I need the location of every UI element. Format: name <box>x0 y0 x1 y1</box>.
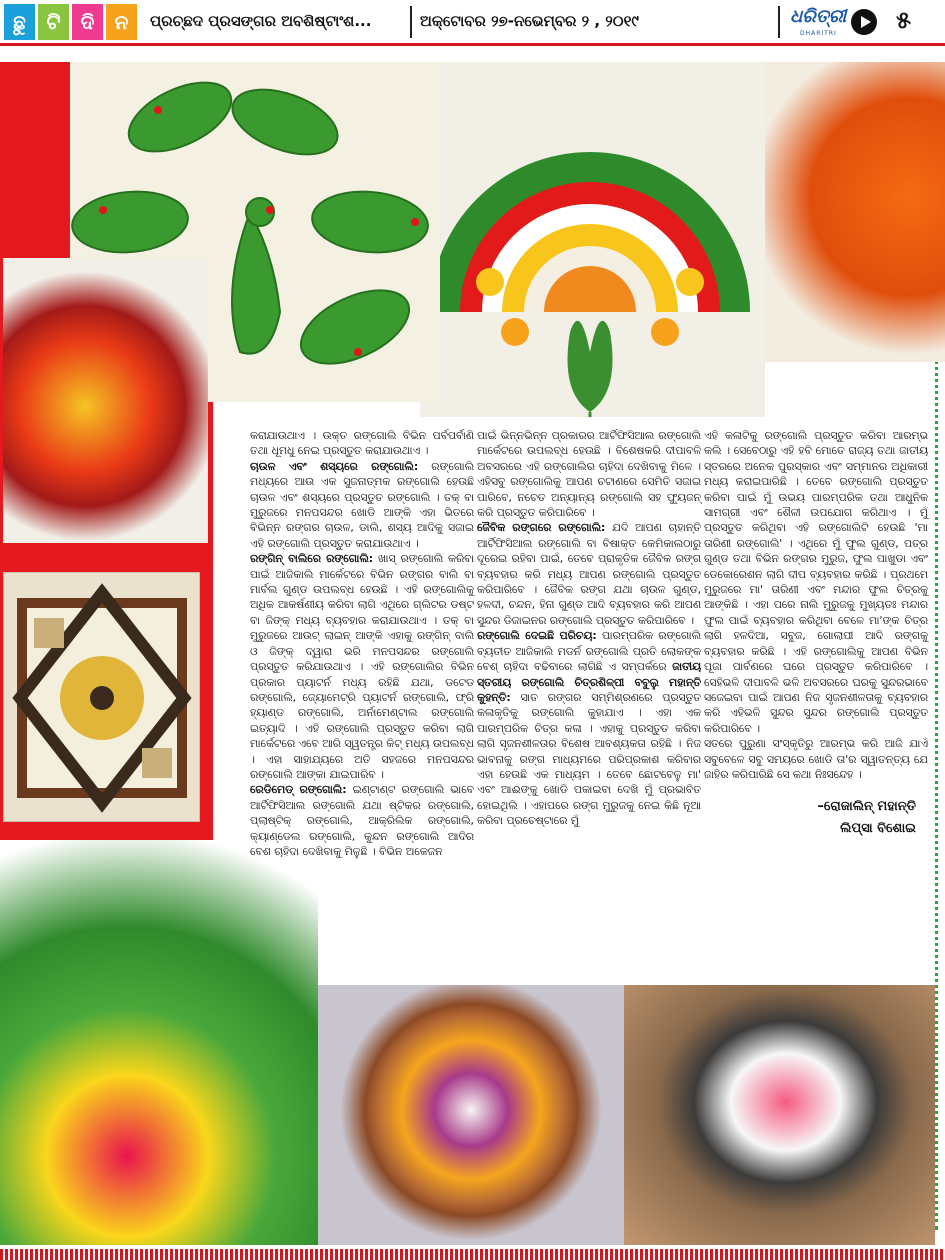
article-text: ପାଇଁ ଭିନ୍ନଭିନ୍ନ ପ୍ରକାରର ଆର୍ଟିଫିସିଆଲ ରଙ୍ଗୋଲି ମାର୍କେଟରେ ଉପଲବ୍ଧ ହେଉଛି । ବିଶେଷକରି ଦୀପାବଳି ଅବସରରେ ଏହି ରଙ୍ଗୋଲିର ଚାହିଦା ଦେଖିବାକୁ ମିଳେ । ଏହିସବୁ ରଙ୍ଗୋଲିକୁ ଆପଣ ଚଟାଣରେ ସେମିତି ସଜାଇ ପାରିବେ, ନଚେତ ଅନ୍ୟାନ୍ୟ ରଙ୍ଗୋଲି ସହ ଫ୍ୟୁଜନ୍ କରି ପ୍ରସ୍ତୁତ କରିପାରିବେ । <box>477 429 701 520</box>
author-name: ଲିପ୍ସା ବିଶୋଇ <box>840 821 916 837</box>
section-letter-block: ନ <box>106 4 137 40</box>
grain-rangoli-photo <box>3 572 200 822</box>
subheading-organic-color: ଜୈବିକ ରଙ୍ଗରେ ରଙ୍ଗୋଲି: <box>477 521 606 535</box>
play-icon <box>851 9 877 35</box>
header-divider <box>410 6 412 38</box>
byline <box>704 796 928 840</box>
article-column-1 <box>250 428 474 859</box>
article-text: କରାଯାଉଥାଏ । ଉକ୍ତ ରଙ୍ଗୋଲି ବିଭିନ ପର୍ବପର୍ବାଣି ତଥା ଧୂମଧୁ ନେଇ ପ୍ରସ୍ତୁତ କରାଯାଉଥାଏ । <box>250 429 474 458</box>
article-text: ଖାସ୍ ରଙ୍ଗୋଲି କରିବା ପାଇଁ ଆଜିକାଲି ମାର୍କେଟରେ ବିଭିନ ରଙ୍ଗର ବାଲି ବା ମାର୍ବଲ ଗୁଣ୍ଡ ଉପଲବ୍ଧ ହେଉଛି । ଏହି ରଙ୍ଗୋଲିକୁ ଅଧିକ ଆକର୍ଷଣୀୟ କରିବା ଲାଗି ଏଥିରେ ଗ୍ଲିଟର ଡଷ୍ଟ ବା ଜିଙ୍କ୍ ମଧ୍ୟ ବ୍ୟବହାର କରାଯାଉଥାଏ । ତକ୍ ବା ମୁରୁଜରେ ଆଉଟ୍ ଲାଇନ୍ ଆଙ୍କି ଏହାକୁ ରଙ୍ଗିନ୍ ବାଲି ଓ ଜିଙ୍କ୍ ଦ୍ୱାରା ଭରି ମନପସନ୍ଦର ରଙ୍ଗୋଲି ପ୍ରସ୍ତୁତ କରିଯାଉଥାଏ । ଏହି ରଙ୍ଗୋଲିର ବିଭିନ ପ୍ରକାର ପ୍ୟାଟର୍ନ ମଧ୍ୟ ରହିଛି ଯଥା, ଡଟେଡ ରଙ୍ଗୋଲି, ଜ୍ୟୋମେଟ୍ରି ପ୍ୟାଟର୍ନ ରଙ୍ଗୋଲି, ଫ୍ରି ହ୍ୟାଣ୍ଡ ରଙ୍ଗୋଲି, ଅର୍ନାମେଣ୍ଟାଲ ରଙ୍ଗୋଲି ଇତ୍ୟାଦି । ଏହି ରଙ୍ଗୋଲି ପ୍ରସ୍ତୁତ କରିବା ଲାଗି ମାର୍କେଟରେ ଏବେ ଆରି ସ୍ୱତନ୍ତ୍ର କିଟ୍ ମଧ୍ୟ ଉପଲବ୍ଧ । ଏହା ସାହାଯ୍ୟରେ ଅତି ସହଜରେ ମନପସନ୍ଦର ରଙ୍ଗୋଲି ଆଙ୍କା ଯାଇପାରିବ । <box>250 552 474 781</box>
page-header <box>0 0 945 46</box>
article-text: ରଙ୍ଗୋଲି ମଧ୍ୟରେ ଆଉ ଏକ ସୁଜନାତ୍ମକ ରଙ୍ଗୋଲି ହେଉଛି ଚାଉଳ ଏବଂ ଶସ୍ୟରେ ପ୍ରସ୍ତୁତ ରଙ୍ଗୋଲି । ତକ୍ ବା ମୁରୁଜରେ ମନପସନ୍ଦର ଖୋଡି ଆଙ୍କି ଏହା ଭିତରେ ବିଭିନ୍ନ ରଙ୍ଗର ଚାଉଳ, ଡାଲି, ଶସ୍ୟ ଆଦିକୁ ସଜାଇ ଏହି ରଙ୍ଗୋଲି ପ୍ରସ୍ତୁତ କରାଯାଉଥାଏ । <box>250 459 474 550</box>
dotted-border <box>935 360 938 1230</box>
subheading-colored-sand: ରଙ୍ଗିନ୍ ବାଲିରେ ରଙ୍ଗୋଲି: <box>250 552 374 566</box>
section-letter-block: ଛୁ <box>4 4 35 40</box>
article-text: ସତରେ ପୁରୁଣା ସଂସ୍କୃତିରୁ ଆରମ୍ଭ କରି ଆଜି ଯାଏଁ ସବୁବେଳେ ସବୁ ସମୟରେ ଖୋଡି ତା'ର ସ୍ୱାତନ୍ତ୍ୟ ଯେ ଜାହିର କରିପାରିଛି ସେ କଥା ନିଃସନ୍ଦେହ । <box>704 737 928 781</box>
article-text: ଇଣ୍ଟାଣ୍ଟ ରଙ୍ଗୋଲି ଭାବେ ଆର୍ଟିଫିସିଆଲ ରଙ୍ଗୋଲି ଯଥା ଷ୍ଟିକର ରଙ୍ଗୋଲି, ପ୍ଲାଷ୍ଟିକ୍ ରଙ୍ଗୋଲି, ଆକ୍ରିଲିକ ରଙ୍ଗୋଲି, କ୍ୟାଣ୍ଡେଲ ରଙ୍ଗୋଲି, କୁନ୍ଦନ ରଙ୍ଗୋଲି ଆଦିର ବେଶ ଚାହିଦା ଦେଖିବାକୁ ମିଳୁଛି । ବିଭିନ ଅକେଜନ <box>250 783 474 858</box>
article-text: ପାରମ୍ପରିକ ରଙ୍ଗୋଲି ବ୍ୟତୀତ ଆଜିକାଲି ମଡର୍ନ ରଙ୍ଗୋଲି ପ୍ରତି ଲୋକଙ୍କ ବେଶ୍ ଚାହିଦା ବଢିବାରେ ଲାଗିଛି ଏ ସମ୍ପର୍କରେ <box>477 629 701 674</box>
subheading-identity: ରଙ୍ଗୋଲି ଦେଇଛି ପରିଚୟ: <box>477 629 597 643</box>
artist-quote-intro: ଜାତୀୟ ସ୍ତରୀୟ ରଙ୍ଗୋଲି ଚିତ୍ରଶିଳ୍ପୀ ବବୁଲୁ ମହାନ୍ତି କୁହନ୍ତି: <box>477 660 701 704</box>
article-column-3 <box>704 428 928 840</box>
page-number: ୫ <box>896 6 911 34</box>
newspaper-logo: ଧରିତ୍ରୀ <box>790 6 847 27</box>
floating-flower-pot-photo <box>318 985 624 1245</box>
newspaper-logo-sub: DHARITRI <box>800 30 837 37</box>
issue-date: ଅକ୍ଟୋବର ୨୭-ନଭେମ୍ବର ୨ , ୨୦୧୯ <box>420 12 639 30</box>
article-column-2 <box>477 428 701 829</box>
subheading-readymade: ରେଡିମେଡ୍ ରଙ୍ଗୋଲି: <box>250 783 347 797</box>
article-text: ସାତ ରଙ୍ଗର ସମ୍ମିଶ୍ରଣରେ ପ୍ରସ୍ତୁତ କଳାକୃତିକୁ ରଙ୍ଗୋଲି କୁହାଯାଏ । ଏହା ଏକ ପାରମ୍ପରିକ ଚିତ୍ର କଳା । ଏହାକୁ ପ୍ରସ୍ତୁତ କରିବା ଲାଗି ସୃଜନଶୀଳତାର ବିଶେଷ ଆବଶ୍ୟକତା ରହିଛି । ନିଜ ଭାବନାକୁ ରଙ୍ଗ ମାଧ୍ୟମରେ ପରିପ୍ରକାଶ କରିବାର ଏହା ହେଉଛି ଏକ ମାଧ୍ୟମ । ତେବେ ଛୋଟବେଳୁ ମା' ଏବଂ ଆଈଙ୍କୁ ଖୋଡି ପକାଇବା ଦେଖି ମୁଁ ପ୍ରଭାବିତ ହୋଇଥିଲି । ଏହାପରେ ରଙ୍ଗ ମୁରୁଜକୁ ନେଇ କିଛି ନୂଆ କରିବା ପ୍ରଚେଷ୍ଟାରେ ମୁଁ <box>477 690 701 828</box>
author-name: –ରୋଜାଲିନ୍ ମହାନ୍ତି <box>817 799 916 815</box>
article-text: ଏହି କଳାଟିକୁ ରଙ୍ଗୋଲି ପ୍ରସ୍ତୁତ କରିବା ଆରମ୍ଭ କଲି । ସେବେଠାରୁ ଏହି ହବି ମୋତେ ରାଜ୍ୟ ତଥା ଜାତୀୟ ସ୍ତରରେ ଅନେକ ପୁରସ୍କାର ଏବଂ ସମ୍ମାନର ଅଧିକାରୀ ମଧ୍ୟ କରାଇପାରିଛି । ତେବେ ରଙ୍ଗୋଲି ପ୍ରସ୍ତୁତ କରିବା ପାଇଁ ମୁଁ ଉଭୟ ପାରମ୍ପରିକ ତଥା ଆଧୁନିକ ସାମଗ୍ରୀ ଏବଂ ଶୈଳୀ ଉପଯୋଗ କରିଥାଏ । ମୁଁ ପ୍ରସ୍ତୁତ କରିଥିବା ଏହି ରଙ୍ଗୋଲିଟି ହେଉଛି 'ମା ତାରିଣୀ ରଙ୍ଗୋଲି' । ଏଥିରେ ମୁଁ ଫୁଲ ଗୁଣ୍ଡ, ପତ୍ର ଗୁଣ୍ଡ ତଥା ବିଭିନ ରଙ୍ଗର ମୁରୁଜ, ଫୁଲ ପାଖୁଡା ଏବଂ ଡେକୋରେଶନ ଲାଗି ଦୀପ ବ୍ୟବହାର କରିଛି । ପ୍ରଥମେ ମୁରୁଜରେ ମା' ତାରିଣୀ ଏବଂ ମନ୍ଦାର ଫୁଲ ଚିତ୍ରକୁ ଆଙ୍କିଛି । ଏହା ପରେ ନାଲି ମୁରୁଜକୁ ମୁଖ୍ୟତଃ ମନ୍ଦାର ଫୁଲ ପାଇଁ ବ୍ୟବହାର କରିଥିବା ବେଳେ ମା'ଙ୍କ ଚିତ୍ର ଲାଗି ହଳଦିଆ, ସବୁଜ, ଗୋଲାପୀ ଆଦି ରଙ୍ଗକୁ ବ୍ୟବହାର କରିଛି । ଏହି ରଙ୍ଗୋଲିକୁ ଆପଣ ବିଭିନ ପୂଜା ପାର୍ବଣରେ ଘରେ ପ୍ରସ୍ତୁତ କରିପାରିବେ । ସେହିଭଳି ଦୀପାବଳି ଭଳି ଅବସରରେ ଘରକୁ ସୁନ୍ଦରଭାବେ ସଜେଇବା ପାଇଁ ଆପଣ ନିଜ ସୃଜନଶୀଳତାକୁ ବ୍ୟବହାର କରି ଏହିଭଳି ସୁନ୍ଦର ସୁନ୍ଦର ରଙ୍ଗୋଲି ପ୍ରସ୍ତୁତ କରିପାରିବେ । <box>704 429 928 735</box>
subheading-rice-grain: ଚାଉଳ ଏବଂ ଶସ୍ୟରେ ରଙ୍ଗୋଲି: <box>250 459 419 473</box>
footer-stripe <box>0 1249 945 1260</box>
leaf-flower-rangoli-photo <box>0 840 318 1245</box>
flower-peacock-rangoli-photo <box>420 62 765 417</box>
header-divider <box>778 6 780 38</box>
page-headline: ପ୍ରଚ୍ଛଦ ପ୍ରସଙ୍ଗର ଅବଶିଷ୍ଟାଂଶ... <box>150 12 372 30</box>
article-text: ଯଦି ଆପଣ ଚାହାନ୍ତି ଆର୍ଟିଫିସିଆଲ ରଙ୍ଗୋଲି ବା ବିଷାକ୍ତ କେମିକାଲଠାରୁ ଦୂରେଇ ରହିବା ପାଇଁ, ତେବେ ପ୍ରାକୃତିକ ଜୈବିକ ରଙ୍ଗ ବ୍ୟବହାର କରି ମଧ୍ୟ ଆପଣ ରଙ୍ଗୋଲି ପ୍ରସ୍ତୁତ କରିପାରିବେ । ଜୈବିକ ରଙ୍ଗ ଯଥା ଚାଉଳ ଗୁଣ୍ଡ, ହଳଦୀ, ଚନ୍ଦନ, ହିନା ଗୁଣ୍ଡ ଆଦି ବ୍ୟବହାର କରି ଆପଣ ସୁନ୍ଦର ଡିଜାଇନର ରଙ୍ଗୋଲି ପ୍ରସ୍ତୁତ କରିପାରିବେ । <box>477 521 701 627</box>
section-letter-block: ଟି <box>38 4 69 40</box>
section-title-blocks <box>4 4 137 40</box>
section-letter-block: ଦି <box>72 4 103 40</box>
vegetable-rangoli-photo <box>3 258 208 543</box>
marigold-rangoli-photo <box>765 62 945 362</box>
pebble-pot-rangoli-photo <box>624 985 935 1245</box>
